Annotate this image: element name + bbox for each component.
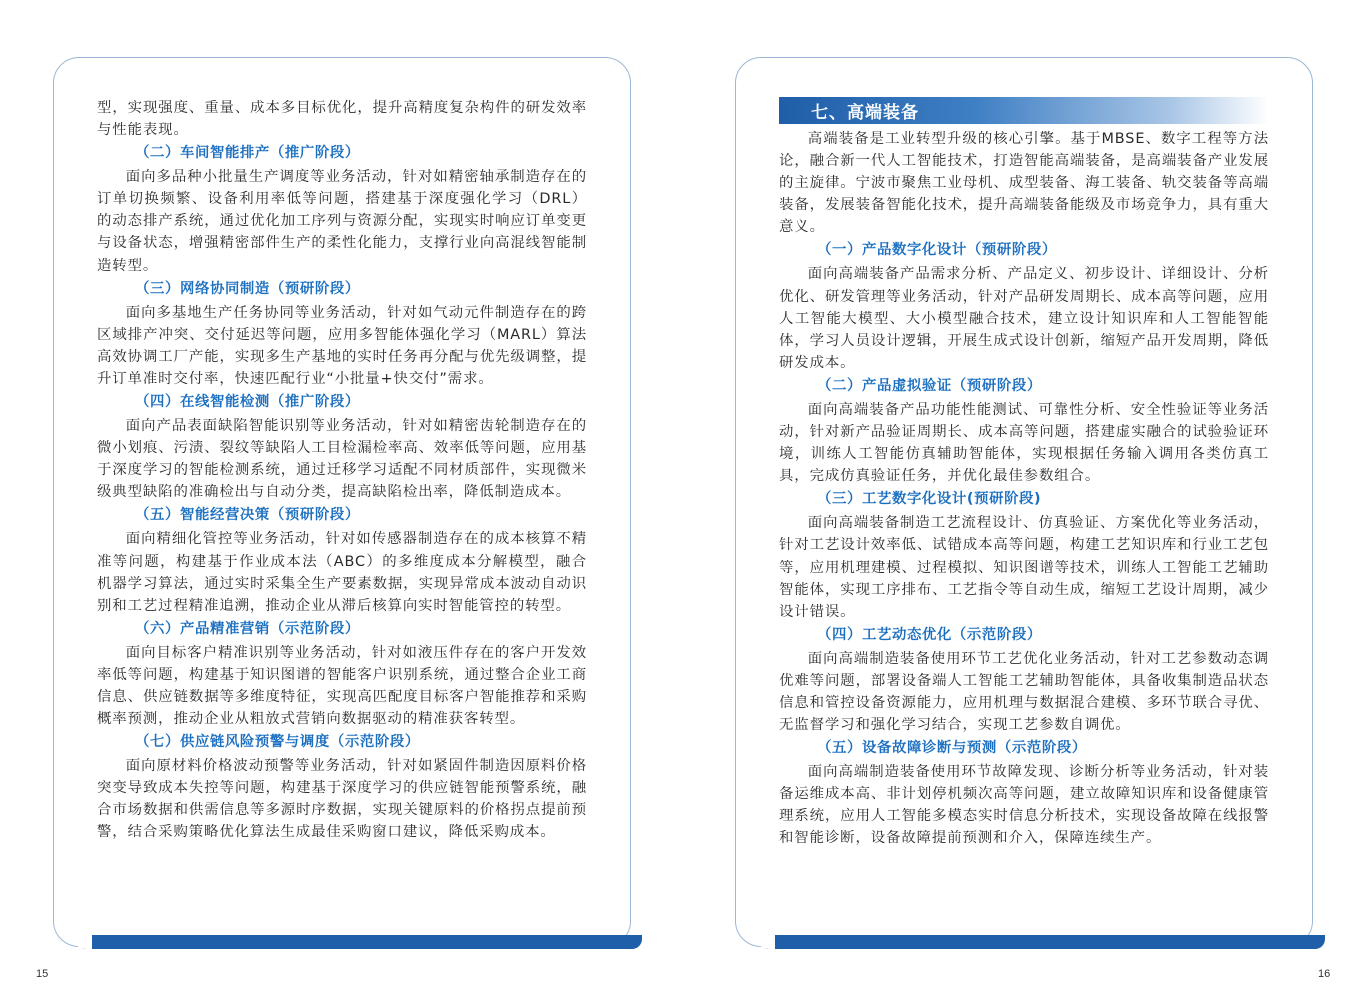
section-body: 面向高端装备产品需求分析、产品定义、初步设计、详细设计、分析优化、研发管理等业务活动，针对产品研发周期长、成本高等问题，应用人工智能大模型、大小模型融合技术，建立设计知识库和人工智能智能体，学习人员设计逻辑，开展生成式设计创新，缩短产品开发周期，降低研发成本。 (779, 266, 1269, 371)
page-number-left: 15 (36, 968, 49, 980)
section-body: 面向多基地生产任务协同等业务活动，针对如气动元件制造存在的跨区域排产冲突、交付延迟等问题，应用多智能体强化学习（MARL）算法高效协调工厂产能，实现多生产基地的实时任务再分配与优先级调整，提升订单准时交付率，快速匹配行业“小批量+快交付”需求。 (97, 304, 587, 387)
section-body: 面向精细化管控等业务活动，针对如传感器制造存在的成本核算不精准等问题，构建基于作业成本法（ABC）的多维度成本分解模型，融合机器学习算法，通过实时采集全生产要素数据，实现异常成本波动自动识别和工艺过程精准追溯，推动企业从滞后核算向实时智能管控的转型。 (97, 531, 587, 614)
section-heading: （五）设备故障诊断与预测（示范阶段） (817, 740, 1087, 757)
section-heading: （四）工艺动态优化（示范阶段） (817, 626, 1042, 643)
right-page-bottom-bar (759, 935, 1325, 949)
left-page-bottom-bar (76, 935, 642, 949)
section-heading: （三）工艺数字化设计(预研阶段) (817, 491, 1042, 508)
section-body: 面向高端制造装备使用环节故障发现、诊断分析等业务活动，针对装备运维成本高、非计划停机频次高等问题，建立故障知识库和设备健康管理系统，应用人工智能多模态实时信息分析技术，实现设备故障在线报警和智能诊断，设备故障提前预测和介入，保障连续生产。 (779, 764, 1269, 847)
section-body: 面向多品种小批量生产调度等业务活动，针对如精密轴承制造存在的订单切换频繁、设备利用率低等问题，搭建基于深度强化学习（DRL）的动态排产系统，通过优化加工序列与资源分配，实现实时响应订单变更与设备状态，增强精密部件生产的柔性化能力，支撑行业向高混线智能制造转型。 (97, 169, 587, 274)
chapter-intro: 高端装备是工业转型升级的核心引擎。基于MBSE、数字工程等方法论，融合新一代人工智能技术，打造智能高端装备，是高端装备产业发展的主旋律。宁波市聚焦工业母机、成型装备、海工装备、轨交装备等高端装备，发展装备智能化技术，提升高端装备能级及市场竞争力，具有重大意义。 (779, 131, 1269, 236)
left-page-content (97, 97, 587, 844)
section-body: 面向高端制造装备使用环节工艺优化业务活动，针对工艺参数动态调优难等问题，部署设备端人工智能工艺辅助智能体，具备收集制造品状态信息和管控设备资源能力，应用机理与数据混合建模、多环节联合寻优、无监督学习和强化学习结合，实现工艺参数自调优。 (779, 650, 1269, 734)
right-page-content (779, 97, 1269, 850)
section-body: 面向高端装备产品功能性能测试、可靠性分析、安全性验证等业务活动，针对新产品验证周期长、成本高等问题，搭建虚实融合的试验验证环境，训练人工智能仿真辅助智能体，实现根据任务输入调用各类仿真工具，完成仿真验证任务，并优化最佳参数组合。 (779, 401, 1269, 485)
section-heading: （四）在线智能检测（推广阶段） (135, 394, 360, 411)
chapter-banner (779, 97, 1269, 124)
section-body: 面向高端装备制造工艺流程设计、仿真验证、方案优化等业务活动，针对工艺设计效率低、试错成本高等问题，构建工艺知识库和行业工艺包等，应用机理建模、过程模拟、知识图谱等技术，训练人工智能工艺辅助智能体，实现工序排布、工艺指令等自动生成，缩短工艺设计周期，减少设计错误。 (779, 515, 1269, 620)
section-heading: （一）产品数字化设计（预研阶段） (817, 242, 1057, 259)
section-body: 面向产品表面缺陷智能识别等业务活动，针对如精密齿轮制造存在的微小划痕、污渍、裂纹等缺陷人工目检漏检率高、效率低等问题，应用基于深度学习的智能检测系统，通过迁移学习适配不同材质部件，实现微米级典型缺陷的准确检出与自动分类，提高缺陷检出率，降低制造成本。 (97, 418, 587, 501)
section-heading: （五）智能经营决策（预研阶段） (135, 507, 360, 524)
page-number-right: 16 (1318, 968, 1331, 980)
section-heading: （七）供应链风险预警与调度（示范阶段） (135, 734, 420, 751)
section-body: 面向原材料价格波动预警等业务活动，针对如紧固件制造因原料价格突变导致成本失控等问题，构建基于深度学习的供应链智能预警系统，融合市场数据和供需信息等多源时序数据，实现关键原料的价格拐点提前预警，结合采购策略优化算法生成最佳采购窗口建议，降低采购成本。 (97, 758, 587, 841)
section-heading: （二）车间智能排产（推广阶段） (135, 145, 360, 162)
section-heading: （三）网络协同制造（预研阶段） (135, 280, 360, 297)
section-body: 面向目标客户精准识别等业务活动，针对如液压件存在的客户开发效率低等问题，构建基于知识图谱的智能客户识别系统，通过整合企业工商信息、供应链数据等多维度特征，实现高匹配度目标客户智能推荐和采购概率预测，推动企业从粗放式营销向数据驱动的精准获客转型。 (97, 644, 587, 728)
intro-continuation: 型，实现强度、重量、成本多目标优化，提升高精度复杂构件的研发效率与性能表现。 (97, 100, 587, 139)
chapter-title: 七、高端装备 (811, 103, 919, 123)
section-heading: （二）产品虚拟验证（预研阶段） (817, 377, 1042, 394)
section-heading: （六）产品精准营销（示范阶段） (135, 620, 360, 637)
